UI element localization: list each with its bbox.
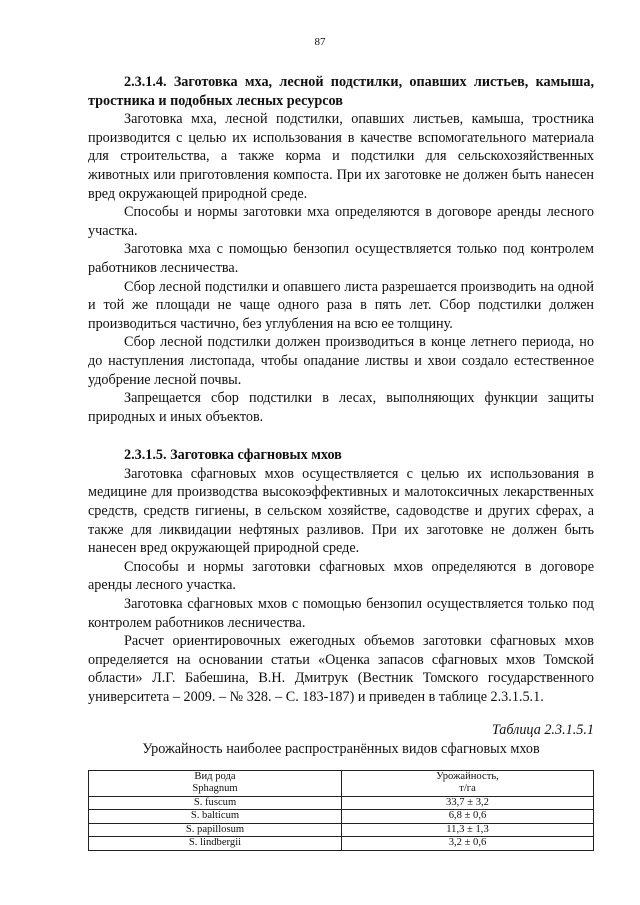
header-text: т/га [459,783,476,795]
yield-cell: 3,2 ± 0,6 [342,837,594,851]
table-title: Урожайность наиболее распространённых видов сфагновых мхов [142,741,540,758]
paragraph: Сбор лесной подстилки должен производиться в конце летнего периода, но до наступления листопада, чтобы опадание листвы и хвои создало естественное удобрение лесной почвы. [88,334,594,388]
species-cell: S. fuscum [89,796,342,810]
table-row [89,837,594,851]
paragraph: Способы и нормы заготовки мха определяются в договоре аренды лесного участка. [88,204,594,239]
paragraph: Заготовка сфагновых мхов с помощью бензопил осуществляется только под контролем работников лесничества. [88,596,594,631]
species-cell: S. lindbergii [89,837,342,851]
section-spacer [88,426,594,446]
paragraph: Сбор лесной подстилки и опавшего листа разрешается производить на одной и той же площади не чаще одного раза в пять лет. Сбор подстилки должен производиться частично, без углубления на всю ее толщину. [88,278,594,332]
species-cell: S. papillosum [89,823,342,837]
header-text: Урожайность, [436,770,499,782]
section-heading-2-3-1-4: 2.3.1.4. Заготовка мха, лесной подстилки, опавших листьев, камыша, тростника и подобных лесных ресурсов [88,74,594,109]
table-row [89,823,594,837]
yield-cell: 33,7 ± 3,2 [342,796,594,810]
table-caption: Таблица 2.3.1.5.1 [491,721,594,738]
page-body [88,73,594,851]
header-text: Sphagnum [192,783,238,795]
paragraph: Запрещается сбор подстилки в лесах, выполняющих функции защиты природных и иных объектов. [88,390,594,425]
table-row [89,810,594,824]
paragraph: Заготовка мха с помощью бензопил осуществляется только под контролем работников лесничества. [88,241,594,276]
table-header-row [89,770,594,796]
section-heading-2-3-1-5: 2.3.1.5. Заготовка сфагновых мхов [124,447,342,464]
header-text: Вид рода [194,770,236,782]
page-number: 87 [314,36,326,48]
paragraph: Способы и нормы заготовки сфагновых мхов определяются в договоре аренды лесного участка. [88,558,594,594]
yield-cell: 6,8 ± 0,6 [342,810,594,824]
table-row [89,796,594,810]
paragraph: Расчет ориентировочных ежегодных объемов заготовки сфагновых мхов определяется на основании статьи «Оценка запасов сфагновых мхов Томской области» Л.Г. Бабешина, В.Н. Дмитрук (Вестник Томского государственного университета – 2009. – № 328. – С. 183-187) и приведен в таблице 2.3.1.5.1. [88,633,594,705]
paragraph: Заготовка сфагновых мхов осуществляется с целью их использования в медицине для производства высокоэффективных и малотоксичных лекарственных средств, средств гигиены, в сельском хозяйстве, садоводстве и других сферах, а также для ликвидации нефтяных разливов. При их заготовке не должен быть нанесен вред окружающей природной среде. [88,465,594,557]
header-cell-species [89,770,342,796]
header-cell-yield [342,770,594,796]
paragraph: Заготовка мха, лесной подстилки, опавших листьев, камыша, тростника производится с целью их использования в качестве вспомогательного материала для строительства, а также корма и подстилки для сельскохозяйственных животных или приготовления компоста. При их заготовке не должен быть нанесен вред окружающей природной среде. [88,111,594,202]
yield-cell: 11,3 ± 1,3 [342,823,594,837]
yield-table [88,770,594,851]
species-cell: S. balticum [89,810,342,824]
